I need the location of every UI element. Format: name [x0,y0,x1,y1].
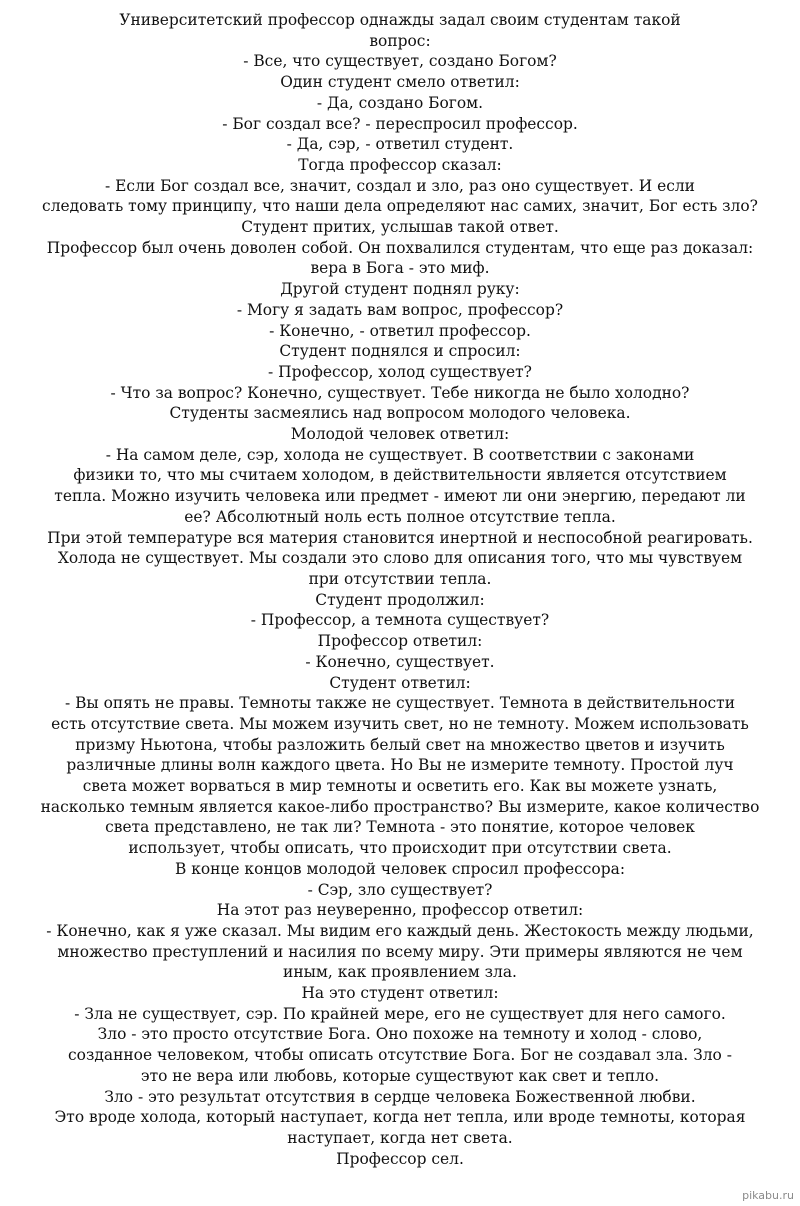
text-line: - Могу я задать вам вопрос, профессор? [236,300,564,319]
text-line: - Все, что существует, создано Богом? [243,52,557,71]
text-line: есть отсутствие света. Мы можем изучить свет, но не темноту. Можем использовать [51,714,749,733]
text-line: Студент притих, услышав такой ответ. [241,218,559,237]
text-line: На этот раз неуверенно, профессор ответил: [216,901,584,920]
text-line: иным, как проявлением зла. [283,963,517,982]
text-line: При этой температуре вся материя становится инертной и неспособной реагировать. [47,528,753,547]
text-line: - Зла не существует, сэр. По крайней мере, его не существует для него самого. [74,1004,726,1023]
text-line: - Вы опять не правы. Темноты также не существует. Темнота в действительности [64,694,736,713]
text-line: Студент продолжил: [315,590,485,609]
text-line: Зло - это результат отсутствия в сердце человека Божественной любви. [104,1087,696,1106]
text-line: - Профессор, а темнота существует? [250,611,550,630]
text-line: наступает, когда нет света. [287,1128,513,1147]
text-line: при отсутствии тепла. [308,569,492,588]
text-line: вопрос: [369,31,431,50]
text-line: Зло - это просто отсутствие Бога. Оно похоже на темноту и холод - слово, [97,1025,703,1044]
text-line: Студенты засмеялись над вопросом молодого человека. [169,404,631,423]
text-line: Один студент смело ответил: [280,73,520,92]
text-line: света представлено, не так ли? Темнота - это понятие, которое человек [105,818,695,837]
text-line: В конце концов молодой человек спросил профессора: [174,859,626,878]
text-line: - Что за вопрос? Конечно, существует. Тебе никогда не было холодно? [110,383,690,402]
text-line: следовать тому принципу, что наши дела определяют нас самих, значит, Бог есть зло? [42,197,758,216]
text-line: - Профессор, холод существует? [268,362,532,381]
text-line: призму Ньютона, чтобы разложить белый свет на множество цветов и изучить [75,735,725,754]
text-line: - Конечно, - ответил профессор. [269,321,531,340]
text-line: Профессор был очень доволен собой. Он похвалился студентам, что еще раз доказал: [46,238,754,257]
text-line: множество преступлений и насилия по всему миру. Эти примеры являются не чем [57,942,743,961]
document-text [0,10,800,1169]
text-line: Это вроде холода, который наступает, когда нет тепла, или вроде темноты, которая [54,1108,746,1127]
text-line: Студент ответил: [329,673,471,692]
text-line: - Бог создал все? - переспросил профессор. [222,114,578,133]
text-line: - Да, создано Богом. [316,93,484,112]
text-line: - Конечно, существует. [305,652,495,671]
text-line: созданное человеком, чтобы описать отсутствие Бога. Бог не создавал зла. Зло - [68,1046,732,1065]
text-line: - Да, сэр, - ответил студент. [286,135,514,154]
text-line: Молодой человек ответил: [290,425,510,444]
watermark: pikabu.ru [742,1189,794,1202]
text-line: Холода не существует. Мы создали это слово для описания того, что мы чувствуем [57,549,743,568]
text-line: Тогда профессор сказал: [298,155,502,174]
text-line: Профессор сел. [336,1149,464,1168]
text-line: это не вера или любовь, которые существуют как свет и тепло. [140,1066,660,1085]
text-line: - Конечно, как я уже сказал. Мы видим его каждый день. Жестокость между людьми, [46,921,754,940]
text-line: На это студент ответил: [301,984,499,1003]
text-line: - Сэр, зло существует? [307,880,493,899]
text-line: Другой студент поднял руку: [280,280,520,299]
text-line: ее? Абсолютный ноль есть полное отсутствие тепла. [184,507,616,526]
text-line: физики то, что мы считаем холодом, в действительности является отсутствием [73,466,727,485]
text-line: вера в Бога - это миф. [310,259,490,278]
text-line: Профессор ответил: [317,632,483,651]
text-line: использует, чтобы описать, что происходит при отсутствии света. [128,839,672,858]
text-line: тепла. Можно изучить человека или предмет - имеют ли они энергию, передают ли [54,487,746,506]
text-line: Университетский профессор однажды задал своим студентам такой [119,11,681,29]
text-line: насколько темным является какое-либо пространство? Вы измерите, какое количество [40,797,760,816]
text-line: - Если Бог создал все, значит, создал и зло, раз оно существует. И если [105,176,695,195]
text-line: Студент поднялся и спросил: [279,342,521,361]
text-line: различные длины волн каждого цвета. Но Вы не измерите темноту. Простой луч [66,756,734,775]
text-line: - На самом деле, сэр, холода не существует. В соответствии с законами [105,445,695,464]
text-line: света может ворваться в мир темноты и осветить его. Как вы можете узнать, [82,777,718,796]
